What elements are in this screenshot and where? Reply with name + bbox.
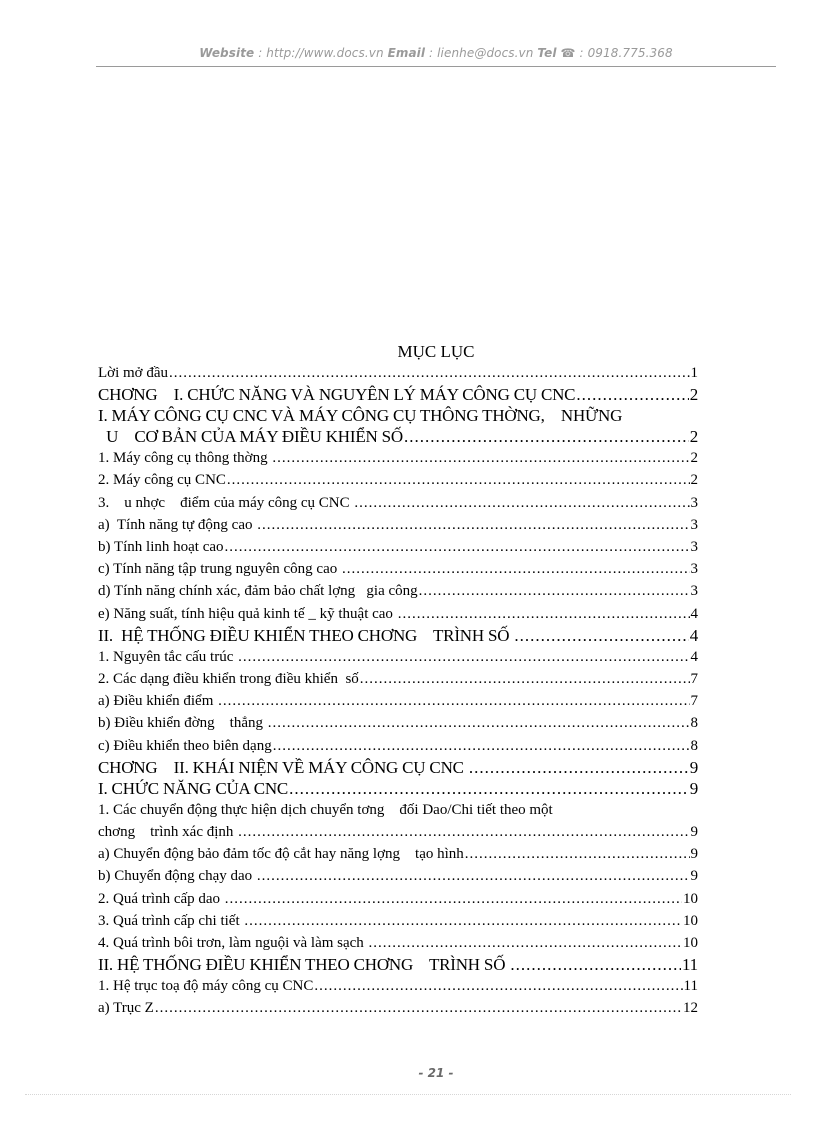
toc-entry[interactable] <box>98 757 698 778</box>
toc-entry-page: 3 <box>690 561 698 578</box>
tel-value: 0918.775.368 <box>587 46 673 60</box>
toc-entry-title: 2. Quá trình cấp dao <box>98 890 224 907</box>
email-separator: : <box>425 46 438 60</box>
toc-entry-title: d) Tính năng chính xác, đảm bảo chất lợng gia công <box>98 583 418 600</box>
toc-entry-page: 7 <box>690 671 698 688</box>
toc-entry[interactable] <box>98 405 698 426</box>
toc-entry-page: 3 <box>690 516 698 533</box>
toc-entry[interactable] <box>98 646 698 668</box>
toc-entry[interactable] <box>98 975 698 997</box>
toc-entry-page: 9 <box>690 868 698 885</box>
toc-dot-leader <box>398 603 690 625</box>
toc-entry-page: 9 <box>690 824 698 841</box>
toc-entry[interactable] <box>98 447 698 469</box>
toc-entry[interactable] <box>98 799 698 821</box>
toc-entry[interactable] <box>98 997 698 1019</box>
toc-entry-title: a) Điều khiển điểm <box>98 693 218 710</box>
toc-entry-page: 4 <box>690 648 698 665</box>
toc-entry[interactable] <box>98 690 698 712</box>
toc-entry-page: 3 <box>690 583 698 600</box>
toc-dot-leader <box>273 735 690 757</box>
toc-entry-title: chơng trình xác định <box>98 824 238 841</box>
toc-dot-leader <box>360 668 690 690</box>
toc-dot-leader <box>514 625 688 646</box>
toc-entry-title: 3. Quá trình cấp chi tiết <box>98 912 244 929</box>
page-header <box>96 46 776 60</box>
toc-dot-leader <box>155 997 682 1019</box>
toc-entry-page: 4 <box>689 625 698 645</box>
toc-dot-leader <box>257 514 689 536</box>
toc-dot-leader <box>227 469 690 491</box>
toc-entry[interactable] <box>98 603 698 625</box>
toc-entry-title: 1. Các chuyển động thực hiện dịch chuyển tơng đối Dao/Chi tiết theo một <box>98 801 553 818</box>
email-label: Email <box>387 46 426 60</box>
toc-entry-title: 3. u nhợc điểm của máy công cụ CNC <box>98 494 354 511</box>
toc-entry-title: e) Năng suất, tính hiệu quả kinh tế _ kỹ thuật cao <box>98 605 397 622</box>
toc-entry-page: 11 <box>682 955 698 975</box>
toc-entry-page: 9 <box>690 846 698 863</box>
toc-entry[interactable] <box>98 735 698 757</box>
toc-entry[interactable] <box>98 910 698 932</box>
toc-title: MỤC LỤC <box>397 342 475 361</box>
toc-dot-leader <box>404 426 689 447</box>
toc-entry-page: 10 <box>683 935 698 952</box>
toc-entry-title: a) Trục Z <box>98 1000 154 1017</box>
toc-entry-title: I. MÁY CÔNG CỤ CNC VÀ MÁY CÔNG CỤ THÔNG THỜNG, NHỮNG <box>98 406 623 426</box>
phone-icon: ☎ <box>560 46 576 60</box>
website-label: Website <box>199 46 255 60</box>
toc-entry-page: 9 <box>689 778 698 798</box>
website-link[interactable]: http://www.docs.vn <box>266 46 384 60</box>
toc-entry-page: 2 <box>689 427 698 447</box>
toc-dot-leader <box>510 954 681 975</box>
toc-entry-page: 8 <box>690 715 698 732</box>
toc-entry-page: 10 <box>683 912 698 929</box>
toc-entry-title: a) Tính năng tự động cao <box>98 516 257 533</box>
toc-entry-title: b) Điều khiển đờng thẳng <box>98 715 267 732</box>
toc-entry-page: 4 <box>690 605 698 622</box>
toc-entry-page: 1 <box>690 365 698 381</box>
toc-entry[interactable] <box>98 668 698 690</box>
toc-entry[interactable] <box>98 888 698 910</box>
footer-divider <box>25 1094 791 1095</box>
toc-entry-page: 3 <box>690 494 698 511</box>
toc-entry[interactable] <box>98 865 698 887</box>
toc-entry-title: 4. Quá trình bôi trơn, làm nguội và làm sạch <box>98 935 368 952</box>
toc-dot-leader <box>289 778 689 799</box>
tel-label: Tel <box>537 46 557 60</box>
toc-entry[interactable] <box>98 821 698 843</box>
toc-entry-title: U CƠ BẢN CỦA MÁY ĐIỀU KHIỂN SỐ <box>98 427 403 447</box>
toc-dot-leader <box>225 536 690 558</box>
toc-entry-title: II. HỆ THỐNG ĐIỀU KHIỂN THEO CHƠNG TRÌNH SỐ <box>98 625 514 645</box>
toc-entry[interactable] <box>98 492 698 514</box>
toc-entry-title: 1. Nguyên tắc cấu trúc <box>98 648 238 665</box>
toc-entry[interactable] <box>98 954 698 975</box>
toc-entry-title: 2. Các dạng điều khiển trong điều khiển số <box>98 671 359 688</box>
page-number: - 21 - <box>418 1066 454 1080</box>
website-separator: : <box>254 46 267 60</box>
toc-entry-page: 8 <box>690 737 698 754</box>
toc-dot-leader <box>238 821 689 843</box>
toc-entry-title: CHƠNG II. KHÁI NIỆN VỀ MÁY CÔNG CỤ CNC <box>98 757 468 777</box>
toc-entry-page: 3 <box>690 539 698 556</box>
toc-dot-leader <box>342 558 690 580</box>
toc-entry[interactable] <box>98 778 698 799</box>
toc-dot-leader <box>354 492 689 514</box>
toc-dot-leader <box>314 975 682 997</box>
toc-entry[interactable] <box>98 932 698 954</box>
toc-entry[interactable] <box>98 384 698 405</box>
toc-entry-page: 9 <box>689 757 698 777</box>
toc-entry-title: b) Chuyển động chạy dao <box>98 868 256 885</box>
toc-dot-leader <box>225 888 682 910</box>
toc-dot-leader <box>238 646 689 668</box>
toc-entry-page: 7 <box>690 693 698 710</box>
toc-entry[interactable] <box>98 362 698 384</box>
toc-entry[interactable] <box>98 712 698 734</box>
toc-entry[interactable] <box>98 558 698 580</box>
toc-dot-leader <box>465 843 690 865</box>
toc-entry-title: a) Chuyển động bảo đảm tốc độ cắt hay năng lợng tạo hình <box>98 846 464 863</box>
table-of-contents <box>98 362 698 1020</box>
toc-dot-leader <box>268 712 690 734</box>
toc-dot-leader <box>257 865 690 887</box>
toc-entry-title: II. HỆ THỐNG ĐIỀU KHIỂN THEO CHƠNG TRÌNH SỐ <box>98 955 510 975</box>
toc-entry-title: 1. Hệ trục toạ độ máy công cụ CNC <box>98 978 314 995</box>
toc-entry-title: Lời mở đầu <box>98 365 169 381</box>
toc-entry[interactable] <box>98 469 698 491</box>
toc-entry[interactable] <box>98 843 698 865</box>
header-divider <box>96 66 776 67</box>
toc-entry[interactable] <box>98 580 698 602</box>
toc-entry-title: c) Tính năng tập trung nguyên công cao <box>98 561 341 578</box>
toc-dot-leader <box>244 910 682 932</box>
toc-entry-page: 12 <box>683 1000 698 1017</box>
toc-dot-leader <box>369 932 682 954</box>
toc-entry-title: I. CHỨC NĂNG CỦA CNC <box>98 778 289 798</box>
email-link[interactable]: lienhe@docs.vn <box>437 46 534 60</box>
toc-entry-title: 2. Máy công cụ CNC <box>98 472 226 489</box>
toc-dot-leader <box>272 447 689 469</box>
toc-entry-title: CHƠNG I. CHỨC NĂNG VÀ NGUYÊN LÝ MÁY CÔNG CỤ CNC <box>98 385 576 405</box>
toc-dot-leader <box>419 580 690 602</box>
toc-entry-title: c) Điều khiển theo biên dạng <box>98 737 272 754</box>
toc-entry-title: 1. Máy công cụ thông thờng <box>98 450 272 467</box>
toc-entry-page: 2 <box>689 385 698 405</box>
toc-entry[interactable] <box>98 426 698 447</box>
tel-separator: : <box>575 46 588 60</box>
toc-entry-title: b) Tính linh hoạt cao <box>98 539 224 556</box>
toc-entry[interactable] <box>98 625 698 646</box>
toc-dot-leader <box>169 362 689 384</box>
toc-entry-page: 10 <box>683 890 698 907</box>
toc-dot-leader <box>218 690 689 712</box>
toc-entry[interactable] <box>98 536 698 558</box>
toc-dot-leader <box>576 384 688 405</box>
toc-entry[interactable] <box>98 514 698 536</box>
toc-entry-page: 2 <box>690 472 698 489</box>
toc-dot-leader <box>469 757 689 778</box>
toc-entry-page: 2 <box>690 450 698 467</box>
toc-entry-page: 11 <box>683 978 698 995</box>
